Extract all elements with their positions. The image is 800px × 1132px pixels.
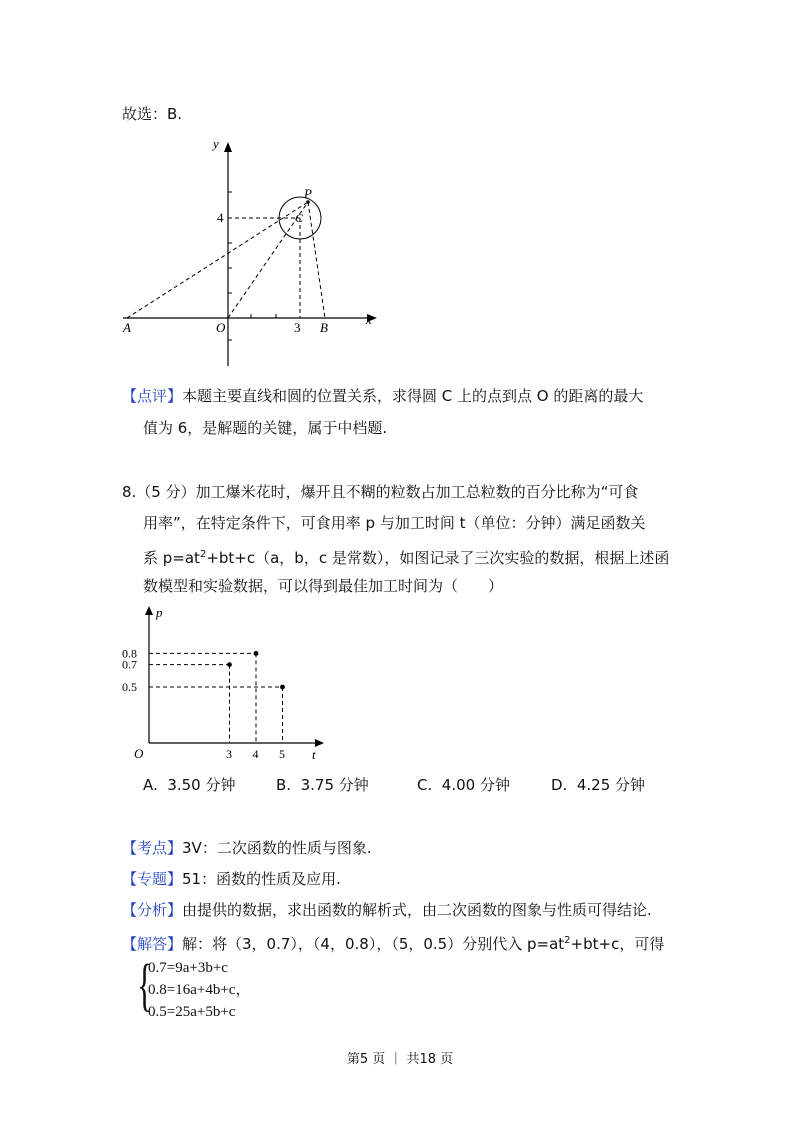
fenxi-tag: 【分析】 — [122, 901, 183, 919]
q8-line-3-sup: 2 — [199, 549, 207, 560]
option-b — [276, 775, 369, 795]
x-tick-label-1: 4 — [252, 747, 259, 761]
option-b-letter: B. — [276, 776, 292, 794]
conclusion-text: 故选：B. — [122, 105, 183, 123]
option-c — [417, 775, 510, 795]
review-text-1: 本题主要直线和圆的位置关系，求得圆 C 上的点到点 O 的距离的最大 — [182, 387, 644, 405]
jieda-line — [122, 931, 664, 954]
option-a-letter: A. — [143, 776, 158, 794]
q8-line-3-post: +bt+c（a，b，c 是常数），如图记录了三次实验的数据，根据上述函 — [206, 549, 670, 567]
option-b-text: 3.75 分钟 — [300, 776, 369, 794]
data-point-1 — [254, 651, 259, 656]
y-tick-label-2: 0.5 — [122, 680, 137, 694]
jieda-text-post: +bt+c，可得 — [570, 935, 665, 953]
zhuanti-text: 51：函数的性质及应用. — [182, 870, 341, 888]
y-tick-label-0: 0.8 — [122, 646, 137, 661]
tick-3-label: 3 — [294, 320, 301, 335]
tick-4-label: 4 — [217, 210, 224, 225]
circle-diagram — [115, 130, 385, 375]
option-a-text: 3.50 分钟 — [167, 776, 236, 794]
data-chart — [120, 603, 330, 763]
q8-line-2: 用率”，在特定条件下，可食用率 p 与加工时间 t（单位：分钟）满足函数关 — [143, 514, 646, 532]
y-tick-label-1: 0.7 — [122, 657, 137, 672]
equation-3: 0.5=25a+5b+c — [148, 1004, 236, 1020]
kaodian-line — [122, 838, 372, 858]
chart-y-arrow — [145, 606, 153, 615]
chart-x-arrow — [315, 739, 324, 747]
option-d-text: 4.25 分钟 — [576, 776, 646, 794]
option-c-text: 4.00 分钟 — [441, 776, 510, 794]
q8-line-4: 数模型和实验数据，可以得到最佳加工时间为（ ） — [143, 577, 504, 595]
option-d-letter: D. — [551, 776, 568, 794]
origin-label: O — [216, 320, 226, 335]
point-P-label: P — [304, 186, 312, 201]
data-point-0 — [227, 662, 232, 667]
jieda-sup: 2 — [564, 935, 571, 946]
center-C-label: C — [295, 211, 304, 225]
page-footer: 第5 页 ｜ 共18 页 — [346, 1052, 454, 1067]
axis-x-label: x — [366, 312, 372, 327]
review-line-1 — [122, 386, 643, 406]
x-tick-label-2: 5 — [279, 747, 285, 761]
review-tag: 【点评】 — [122, 387, 183, 405]
q8-line-3 — [143, 545, 669, 568]
option-c-letter: C. — [417, 776, 433, 794]
fenxi-line — [122, 900, 652, 920]
chart-origin-label: O — [134, 746, 144, 761]
point-A-label: A — [123, 320, 131, 335]
kaodian-tag: 【考点】 — [122, 839, 183, 857]
zhuanti-line — [122, 869, 341, 889]
data-point-2 — [280, 685, 285, 690]
equation-1: 0.7=9a+3b+c — [148, 960, 228, 976]
equation-brace: { — [137, 952, 153, 1017]
x-tick-label-0: 3 — [226, 747, 232, 761]
kaodian-text: 3V：二次函数的性质与图象. — [182, 839, 372, 857]
jieda-text-pre: 解：将（3，0.7），（4，0.8），（5，0.5）分别代入 p=at — [182, 935, 565, 953]
chart-xlabel: t — [312, 747, 316, 762]
review-line-2: 值为 6，是解题的关键，属于中档题. — [143, 419, 388, 437]
q8-line-3-pre: 系 p=at — [143, 549, 200, 567]
option-a — [143, 775, 235, 795]
zhuanti-tag: 【专题】 — [122, 870, 183, 888]
axis-y-label: y — [213, 136, 219, 151]
fenxi-text: 由提供的数据，求出函数的解析式，由二次函数的图象与性质可得结论. — [182, 901, 652, 919]
chart-ylabel: p — [156, 605, 163, 620]
point-B-label: B — [320, 320, 328, 335]
q8-line-1: 8.（5 分）加工爆米花时，爆开且不糊的粒数占加工总粒数的百分比称为“可食 — [122, 483, 639, 501]
option-d — [551, 775, 645, 795]
equation-2: 0.8=16a+4b+c， — [148, 982, 251, 998]
jieda-tag: 【解答】 — [122, 935, 183, 953]
